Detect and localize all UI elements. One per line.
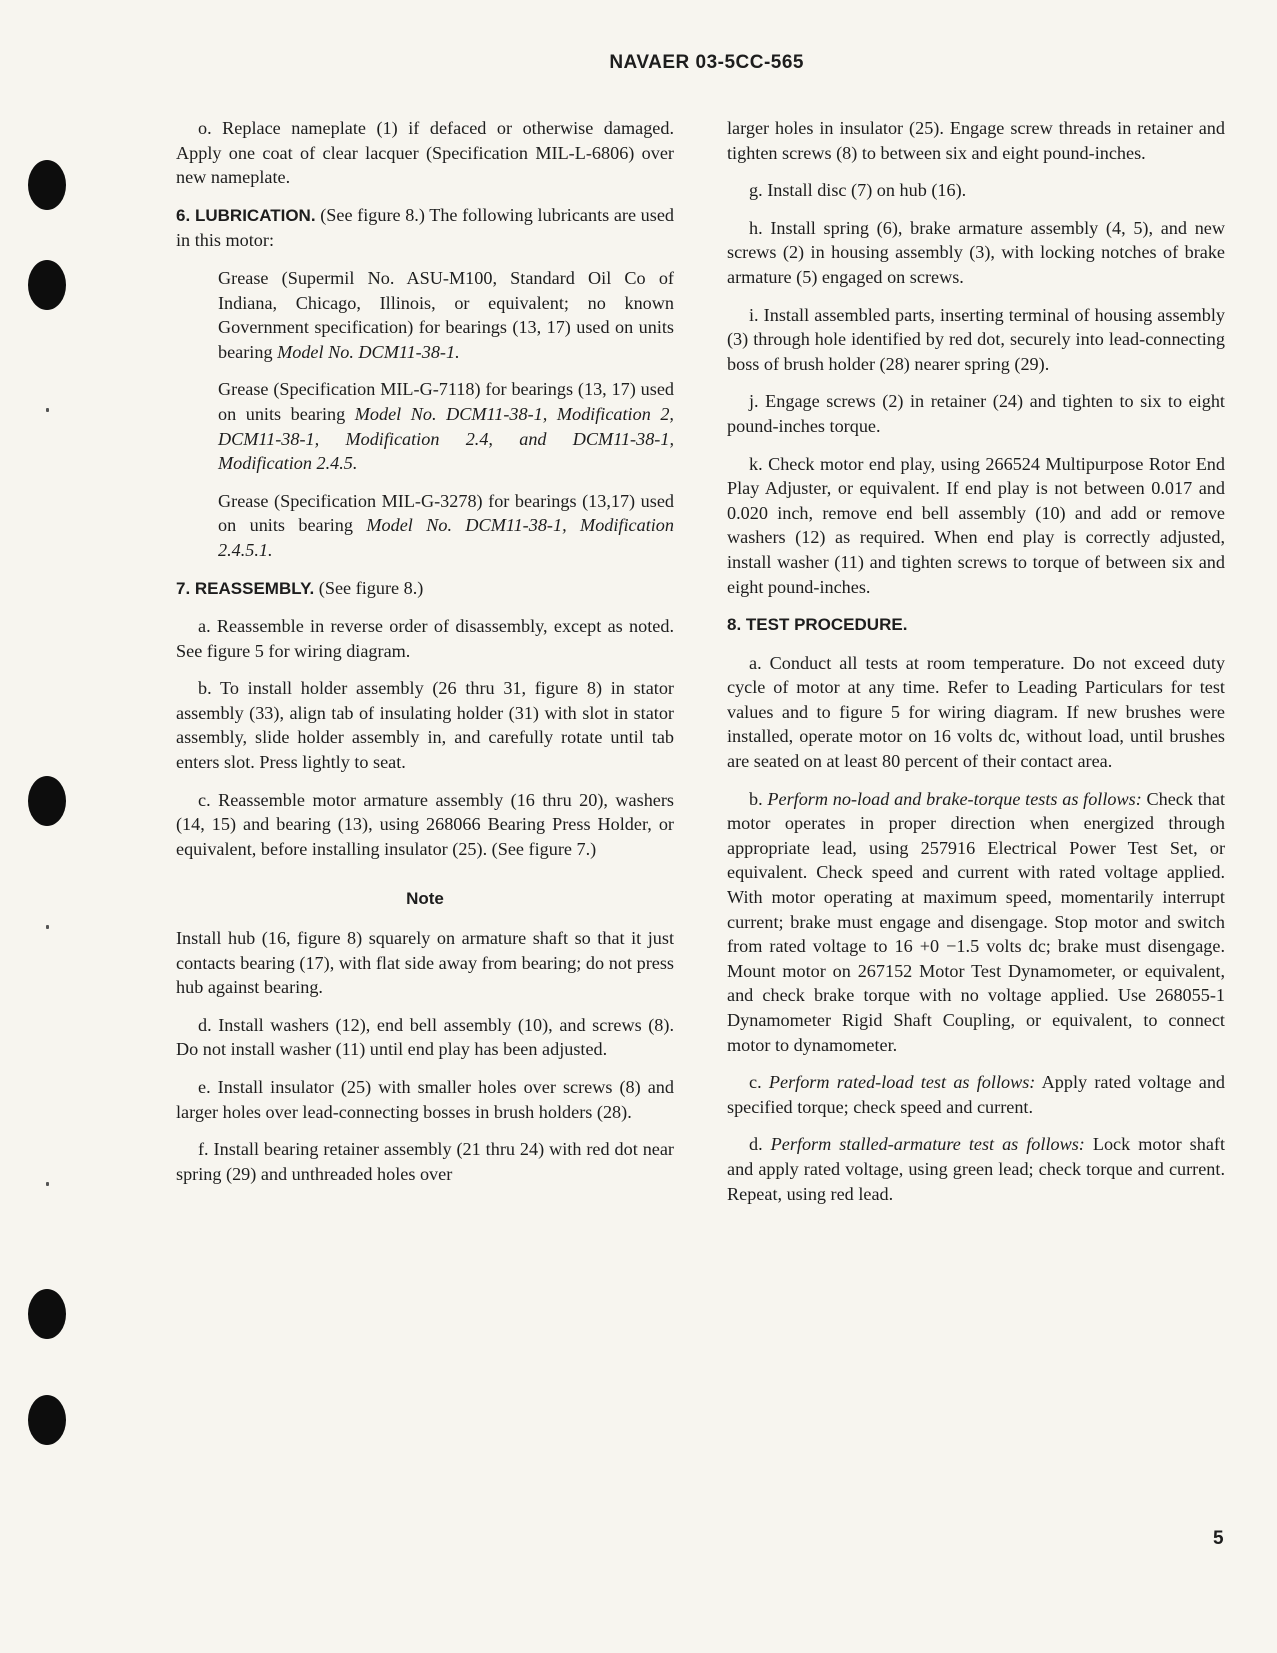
step-heading: Perform stalled-armature test as follows: xyxy=(770,1134,1085,1155)
step-a: a. Reassemble in reverse order of disassembly, except as noted. See figure 5 for wiring diagram. xyxy=(176,616,674,661)
margin-speck xyxy=(46,408,49,412)
lubricant-item-1 xyxy=(176,266,674,364)
left-column xyxy=(176,116,674,1199)
step-label: d. xyxy=(749,1134,771,1155)
lubricant-text: Grease (Specification MIL-G-7118) for bearings (13, 17) used on units bearing xyxy=(218,379,674,424)
step-label: b. xyxy=(749,788,768,809)
test-step-a: a. Conduct all tests at room temperature. Do not exceed duty cycle of motor at any time. Refer to Leading Particulars for test values and to figure 5 for wiring diagram. If new brushes were installed, operate motor on 16 volts dc, without load, until brushes are seated on at least 80 percent of their contact area. xyxy=(727,652,1225,772)
step-text: Check that motor operates in proper direction when energized through appropriate lead, using 257916 Electrical Power Test Set, or equivalent. Check speed and current with rated voltage applied. With motor operating at maximum speed, momentarily interrupt current; brake must engage and disengage. Stop motor and switch from rated voltage to 16 +0 −1.5 volts dc; brake must disengage. Mount motor on 267152 Motor Test Dynamometer, or equivalent, and check brake torque with no voltage applied. Use 268055-1 Dynamometer Rigid Shaft Coupling, or equivalent, to connect motor to dynamometer. xyxy=(727,788,1225,1055)
lubricant-model: Model No. DCM11-38-1. xyxy=(277,341,460,362)
section-title: 7. REASSEMBLY. xyxy=(176,578,315,598)
test-procedure-section xyxy=(727,612,1225,638)
lubricant-text: Grease (Specification MIL-G-3278) for bearings (13,17) used on units bearing xyxy=(218,490,674,536)
binder-hole-3 xyxy=(28,776,66,826)
step-h: h. Install spring (6), brake armature assembly (4, 5), and new screws (2) in housing assembly (3), with locking notches of brake armature (5) engaged on screws. xyxy=(727,217,1225,287)
note-heading: Note xyxy=(406,889,444,909)
reassembly-section xyxy=(176,576,674,602)
test-step-d xyxy=(727,1132,1225,1206)
binder-hole-2 xyxy=(28,260,66,310)
step-g: g. Install disc (7) on hub (16). xyxy=(749,180,967,201)
step-c: c. Reassemble motor armature assembly (16 thru 20), washers (14, 15) and bearing (13), using 268066 Bearing Press Holder, or equivalent, before installing insulator (25). (See figure 7.) xyxy=(176,789,674,859)
test-step-c xyxy=(727,1070,1225,1119)
lubricant-model: Model No. DCM11-38-1, Modification 2.4.5.1. xyxy=(218,515,674,560)
step-j: j. Engage screws (2) in retainer (24) and tighten to six to eight pound-inches torque. xyxy=(727,391,1225,436)
lubrication-section xyxy=(176,203,674,253)
step-k: k. Check motor end play, using 266524 Multipurpose Rotor End Play Adjuster, or equivalent. If end play is not between 0.017 and 0.020 inch, remove end bell assembly (10) and add or remove washers (12) as required. When end play is correctly adjusted, install washer (11) and tighten screws to torque of between six and eight pound-inches. xyxy=(727,453,1225,597)
step-e: e. Install insulator (25) with smaller holes over screws (8) and larger holes over lead-connecting bosses in brush holders (28). xyxy=(176,1077,674,1122)
section-intro: (See figure 8.) xyxy=(314,577,424,598)
binder-hole-4 xyxy=(28,1289,66,1339)
right-column xyxy=(727,116,1225,1219)
step-d: d. Install washers (12), end bell assembly (10), and screws (8). Do not install washer (11) until end play has been adjusted. xyxy=(176,1014,674,1060)
step-text: Lock motor shaft and apply rated voltage, using green lead; check torque and current. Repeat, using red lead. xyxy=(727,1134,1226,1204)
document-number: NAVAER 03-5CC-565 xyxy=(609,52,804,73)
step-heading: Perform no-load and brake-torque tests as follows: xyxy=(767,788,1142,809)
step-b: b. To install holder assembly (26 thru 31, figure 8) in stator assembly (33), align tab of insulating holder (31) with slot in stator assembly, slide holder assembly in, and carefully rotate until tab enters slot. Press lightly to seat. xyxy=(176,678,674,773)
lubricant-text: Grease (Supermil No. ASU-M100, Standard Oil Co of Indiana, Chicago, Illinois, or equivalent; no known Government specification) for bearings (13, 17) used on units bearing xyxy=(218,267,674,362)
lubricant-item-3 xyxy=(176,489,674,563)
step-o: o. Replace nameplate (1) if defaced or otherwise damaged. Apply one coat of clear lacquer (Specification MIL-L-6806) over new nameplate. xyxy=(176,118,674,188)
lubricant-item-2 xyxy=(176,377,674,475)
page-number: 5 xyxy=(1213,1528,1224,1549)
section-intro: (See figure 8.) The following lubricants are used in this motor: xyxy=(176,204,675,251)
test-step-b xyxy=(727,787,1225,1058)
step-label: c. xyxy=(749,1072,769,1093)
step-heading: Perform rated-load test as follows: xyxy=(768,1072,1036,1093)
section-title: 8. TEST PROCEDURE. xyxy=(727,615,908,635)
lubricant-model: Model No. DCM11-38-1, Modification 2, DCM11-38-1, Modification 2.4, and DCM11-38-1, Modification 2.4.5. xyxy=(218,403,674,474)
note-body: Install hub (16, figure 8) squarely on armature shaft so that it just contacts bearing (17), with flat side away from bearing; do not press hub against bearing. xyxy=(176,928,674,998)
binder-hole-5 xyxy=(28,1395,66,1445)
margin-speck xyxy=(46,1182,49,1186)
section-title: 6. LUBRICATION. xyxy=(176,205,316,225)
margin-speck xyxy=(46,925,49,929)
step-text: Apply rated voltage and specified torque; check speed and current. xyxy=(727,1072,1226,1117)
step-i: i. Install assembled parts, inserting terminal of housing assembly (3) through hole identified by red dot, securely into lead-connecting boss of brush holder (28) nearer spring (29). xyxy=(727,304,1225,374)
binder-hole-1 xyxy=(28,160,66,210)
step-f-continued: larger holes in insulator (25). Engage screw threads in retainer and tighten screws (8) to between six and eight pound-inches. xyxy=(727,118,1225,163)
step-f: f. Install bearing retainer assembly (21 thru 24) with red dot near spring (29) and unthreaded holes over xyxy=(176,1139,674,1184)
